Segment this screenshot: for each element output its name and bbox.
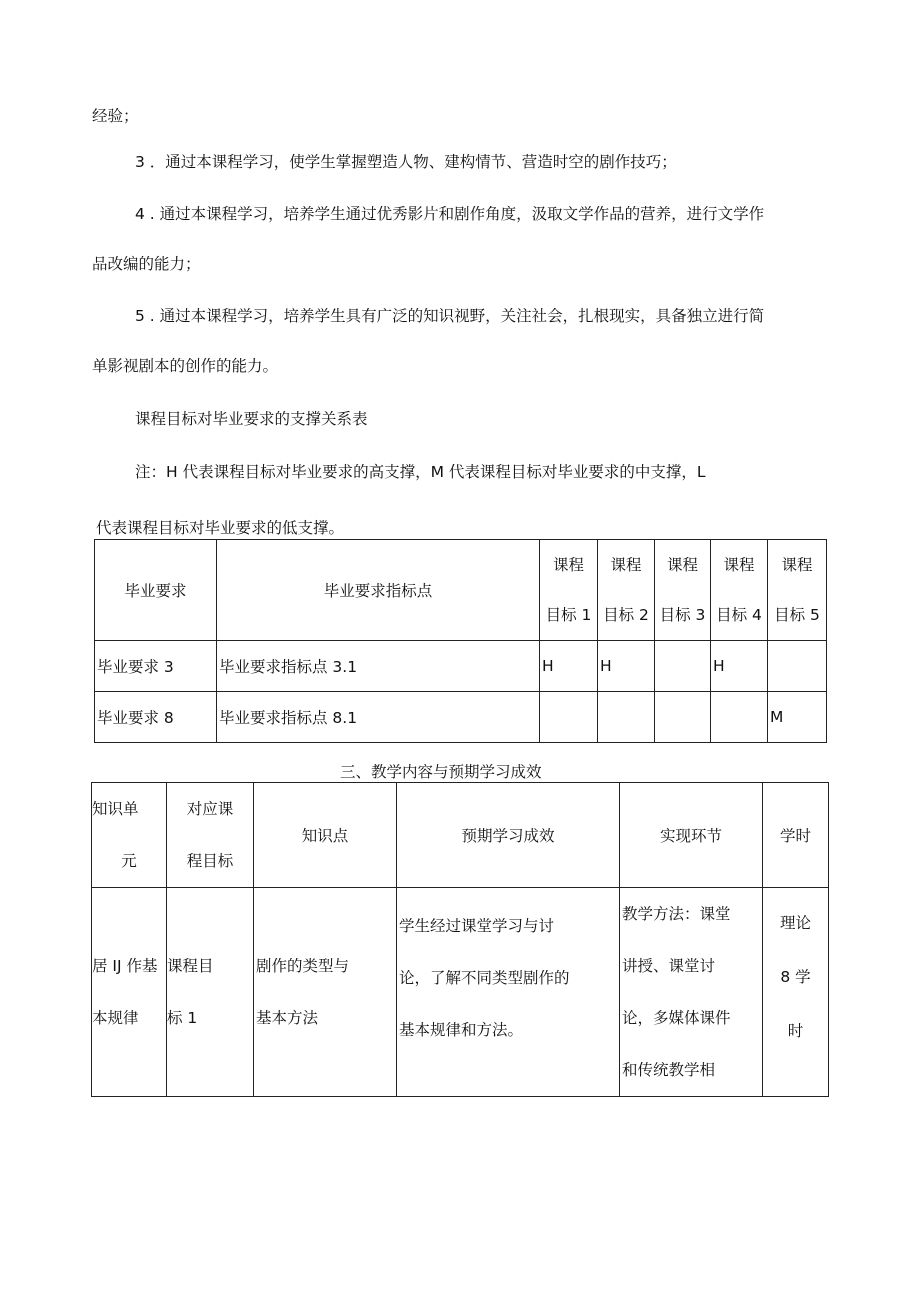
row-mark bbox=[655, 641, 711, 692]
row-indicator: 毕业要求指标点 3.1 bbox=[217, 641, 540, 692]
row-mark bbox=[655, 692, 711, 743]
table-caption: 课程目标对毕业要求的支撑关系表 bbox=[135, 410, 368, 428]
header-goal-5: 课程 目标 5 bbox=[768, 540, 827, 641]
header-hours: 学时 bbox=[763, 783, 829, 888]
row-mark bbox=[598, 692, 655, 743]
header-goal-2: 课程 目标 2 bbox=[598, 540, 655, 641]
row-indicator: 毕业要求指标点 8.1 bbox=[217, 692, 540, 743]
header-knowledge-points: 知识点 bbox=[254, 783, 397, 888]
objective-item-4: 4 . 通过本课程学习，培养学生通过优秀影片和剧作角度，汲取文学作品的营养，进行文学作 bbox=[135, 205, 765, 223]
table-row bbox=[92, 888, 829, 1097]
objective-item-4-cont: 品改编的能力； bbox=[92, 255, 201, 273]
cell-knowledge-points: 剧作的类型与 基本方法 bbox=[254, 888, 397, 1097]
header-goal-3: 课程 目标 3 bbox=[655, 540, 711, 641]
header-indicator: 毕业要求指标点 bbox=[217, 540, 540, 641]
objective-item-3: 3 ．通过本课程学习，使学生掌握塑造人物、建构情节、营造时空的剧作技巧； bbox=[135, 153, 677, 171]
table-note: 注：H 代表课程目标对毕业要求的高支撑，M 代表课程目标对毕业要求的中支撑，L bbox=[135, 463, 706, 481]
header-implementation: 实现环节 bbox=[620, 783, 763, 888]
row-mark bbox=[711, 692, 768, 743]
cell-hours: 理论 8 学 时 bbox=[763, 888, 829, 1097]
header-graduation-requirement: 毕业要求 bbox=[95, 540, 217, 641]
table-note-cont: 代表课程目标对毕业要求的低支撑。 bbox=[96, 519, 345, 537]
cell-implementation: 教学方法：课堂 讲授、课堂讨 论，多媒体课件 和传统教学相 bbox=[620, 888, 763, 1097]
objective-item-5: 5 . 通过本课程学习，培养学生具有广泛的知识视野，关注社会，扎根现实，具备独立进行简 bbox=[135, 307, 765, 325]
cell-goal: 课程目 标 1 bbox=[167, 888, 254, 1097]
table-header-row bbox=[92, 783, 829, 888]
row-requirement: 毕业要求 8 bbox=[95, 692, 217, 743]
cell-expected-outcome: 学生经过课堂学习与讨 论，了解不同类型剧作的 基本规律和方法。 bbox=[397, 888, 620, 1097]
row-mark: H bbox=[540, 641, 598, 692]
table-row bbox=[95, 641, 827, 692]
cell-unit: 居 IJ 作基 本规律 bbox=[92, 888, 167, 1097]
row-requirement: 毕业要求 3 bbox=[95, 641, 217, 692]
row-mark: H bbox=[711, 641, 768, 692]
header-goal-1: 课程 目标 1 bbox=[540, 540, 598, 641]
row-mark bbox=[540, 692, 598, 743]
paragraph-fragment: 经验； bbox=[92, 107, 139, 125]
header-goal-4: 课程 目标 4 bbox=[711, 540, 768, 641]
row-mark: M bbox=[768, 692, 827, 743]
header-knowledge-unit: 知识单 元 bbox=[92, 783, 167, 888]
teaching-content-table bbox=[91, 782, 829, 1097]
header-course-goal: 对应课 程目标 bbox=[167, 783, 254, 888]
row-mark bbox=[768, 641, 827, 692]
support-matrix-table bbox=[94, 539, 827, 743]
header-expected-outcome: 预期学习成效 bbox=[397, 783, 620, 888]
table-row bbox=[95, 692, 827, 743]
row-mark: H bbox=[598, 641, 655, 692]
objective-item-5-cont: 单影视剧本的创作的能力。 bbox=[92, 357, 279, 375]
section-title: 三、教学内容与预期学习成效 bbox=[340, 763, 542, 781]
table-header-row bbox=[95, 540, 827, 641]
